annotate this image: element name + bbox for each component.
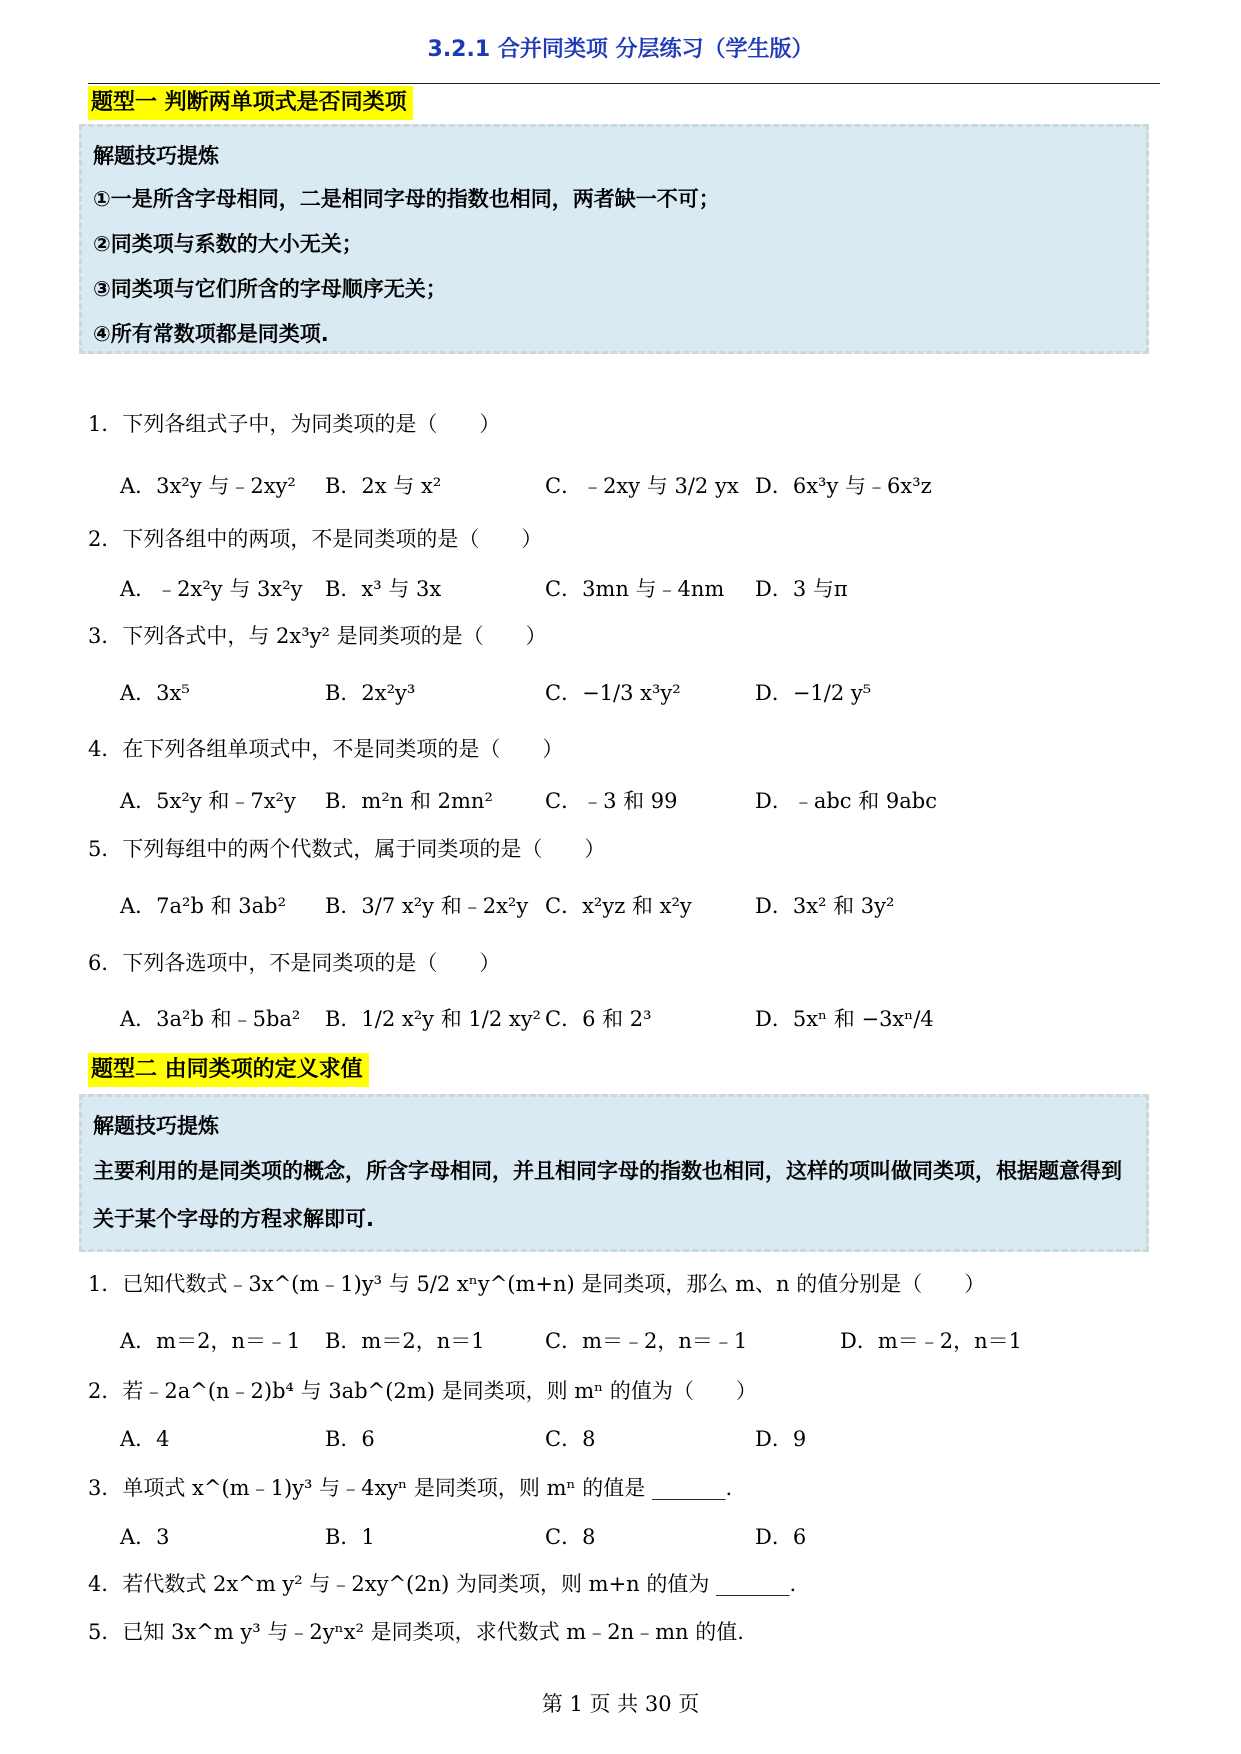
- option-c: C．3mn 与﹣4nm: [545, 577, 725, 601]
- option-a: A．7a²b 和 3ab²: [120, 894, 287, 918]
- option-a: A．5x²y 和﹣7x²y: [120, 789, 296, 813]
- option-a: A．3x²y 与﹣2xy²: [120, 474, 296, 498]
- question-stem: 2．若﹣2a^(n﹣2)b⁴ 与 3ab^(2m) 是同类项，则 mⁿ 的值为（ ）: [88, 1379, 757, 1403]
- tip-line: ②同类项与系数的大小无关；: [93, 232, 363, 256]
- question-stem: 5．下列每组中的两个代数式，属于同类项的是（ ）: [88, 837, 606, 861]
- option-d: D．5xⁿ 和 −3xⁿ/4: [755, 1007, 934, 1031]
- tip-line: ③同类项与它们所含的字母顺序无关；: [93, 277, 447, 301]
- question-stem: 6．下列各选项中，不是同类项的是（ ）: [88, 951, 501, 975]
- option-a: A．3: [120, 1525, 170, 1549]
- option-d: D．6x³y 与﹣6x³z: [755, 474, 932, 498]
- tip-title: 解题技巧提炼: [93, 144, 219, 168]
- option-b: B．x³ 与 3x: [325, 577, 442, 601]
- option-c: C．−1/3 x³y²: [545, 681, 681, 705]
- question-stem: 5．已知 3x^m y³ 与﹣2yⁿx² 是同类项，求代数式 m﹣2n﹣mn 的值.: [88, 1620, 744, 1644]
- option-d: D．3x² 和 3y²: [755, 894, 895, 918]
- section-2-heading: 题型二 由同类项的定义求值: [88, 1053, 369, 1087]
- option-d: D．−1/2 y⁵: [755, 681, 872, 705]
- option-a: A．4: [120, 1427, 170, 1451]
- option-d: D．3 与π: [755, 577, 848, 601]
- question-stem: 1．下列各组式子中，为同类项的是（ ）: [88, 412, 501, 436]
- option-b: B．2x²y³: [325, 681, 416, 705]
- question-stem: 3．下列各式中，与 2x³y² 是同类项的是（ ）: [88, 624, 547, 648]
- option-b: B．6: [325, 1427, 375, 1451]
- header-rule: [88, 83, 1160, 84]
- option-c: C．x²yz 和 x²y: [545, 894, 692, 918]
- option-b: B．3/7 x²y 和﹣2x²y: [325, 894, 529, 918]
- tip-line: ①一是所含字母相同，二是相同字母的指数也相同，两者缺一不可；: [93, 187, 720, 211]
- option-a: A．m＝2，n＝﹣1: [120, 1329, 301, 1353]
- option-c: C．m＝﹣2，n＝﹣1: [545, 1329, 748, 1353]
- option-c: C．8: [545, 1525, 596, 1549]
- question-stem: 3．单项式 x^(m﹣1)y³ 与﹣4xyⁿ 是同类项，则 mⁿ 的值是 _______.: [88, 1476, 733, 1500]
- option-b: B．2x 与 x²: [325, 474, 442, 498]
- question-stem: 4．若代数式 2x^m y² 与﹣2xy^(2n) 为同类项，则 m+n 的值为 _______.: [88, 1572, 797, 1596]
- option-a: A．3x⁵: [120, 681, 190, 705]
- section-1-heading: 题型一 判断两单项式是否同类项: [88, 86, 413, 120]
- option-c: C．﹣3 和 99: [545, 789, 678, 813]
- tip-title: 解题技巧提炼: [93, 1114, 219, 1138]
- option-b: B．1/2 x²y 和 1/2 xy²: [325, 1007, 541, 1031]
- tip-paragraph: 主要利用的是同类项的概念，所含字母相同，并且相同字母的指数也相同，这样的项叫做同类项，根据题意得到关于某个字母的方程求解即可.: [93, 1159, 1122, 1231]
- section-1-tip-box: [79, 124, 1149, 354]
- question-stem: 4．在下列各组单项式中，不是同类项的是（ ）: [88, 737, 564, 761]
- tip-line: ④所有常数项都是同类项.: [93, 322, 329, 346]
- section-2-tip-box: [79, 1094, 1149, 1252]
- option-d: D．﹣abc 和 9abc: [755, 789, 937, 813]
- option-a: A．﹣2x²y 与 3x²y: [120, 577, 303, 601]
- option-c: C．6 和 2³: [545, 1007, 652, 1031]
- option-b: B．m²n 和 2mn²: [325, 789, 493, 813]
- option-a: A．3a²b 和﹣5ba²: [120, 1007, 301, 1031]
- option-d: D．9: [755, 1427, 807, 1451]
- option-d: D．6: [755, 1525, 807, 1549]
- option-b: B．m＝2，n＝1: [325, 1329, 485, 1353]
- question-stem: 1．已知代数式﹣3x^(m﹣1)y³ 与 5/2 xⁿy^(m+n) 是同类项，那么 m、n 的值分别是（ ）: [88, 1272, 986, 1296]
- option-c: C．﹣2xy 与 3/2 yx: [545, 474, 739, 498]
- page-footer: 第 1 页 共 30 页: [541, 1692, 700, 1716]
- option-d: D．m＝﹣2，n＝1: [840, 1329, 1022, 1353]
- question-stem: 2．下列各组中的两项，不是同类项的是（ ）: [88, 527, 543, 551]
- option-c: C．8: [545, 1427, 596, 1451]
- option-b: B．1: [325, 1525, 375, 1549]
- page-title: 3.2.1 合并同类项 分层练习（学生版）: [427, 37, 814, 62]
